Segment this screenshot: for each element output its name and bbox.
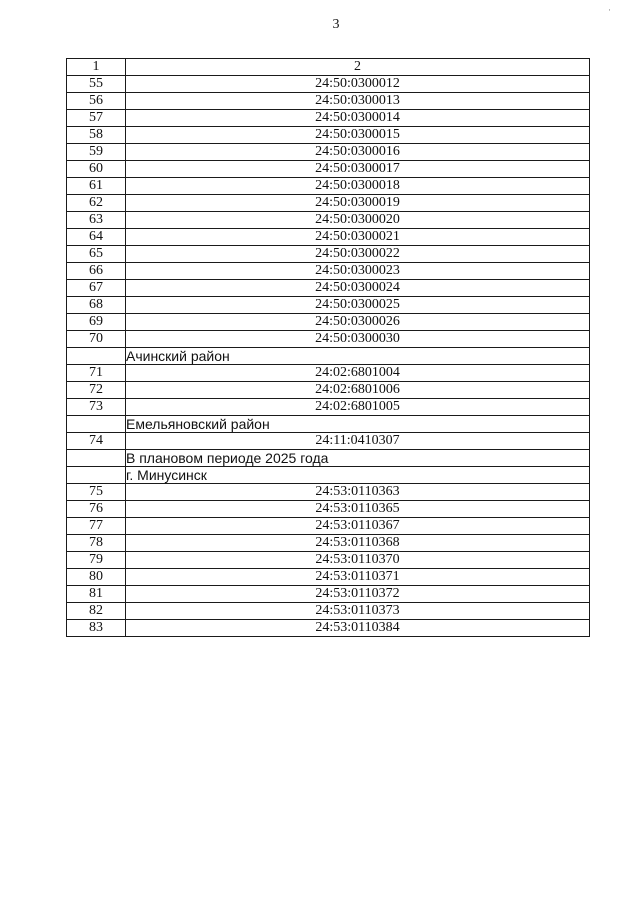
row-number: 57 — [67, 110, 126, 127]
cadastral-code: 24:53:0110384 — [126, 620, 590, 637]
row-number: 62 — [67, 195, 126, 212]
row-number: 81 — [67, 586, 126, 603]
page-number: 3 — [332, 17, 340, 32]
table-row — [67, 297, 590, 314]
section-row — [67, 416, 590, 433]
cadastral-code: 24:50:0300016 — [126, 144, 590, 161]
row-number: 75 — [67, 484, 126, 501]
section-number-cell — [67, 416, 126, 433]
row-number: 55 — [67, 76, 126, 93]
row-number: 74 — [67, 433, 126, 450]
cadastral-code: 24:53:0110363 — [126, 484, 590, 501]
row-number: 80 — [67, 569, 126, 586]
cadastral-code: 24:53:0110370 — [126, 552, 590, 569]
row-number: 65 — [67, 246, 126, 263]
section-label: Ачинский район — [126, 348, 590, 365]
cadastral-code: 24:50:0300024 — [126, 280, 590, 297]
table-row — [67, 76, 590, 93]
cadastral-code: 24:50:0300021 — [126, 229, 590, 246]
cadastral-code: 24:53:0110371 — [126, 569, 590, 586]
table-row — [67, 93, 590, 110]
column-header-number: 1 — [67, 59, 126, 76]
table-row — [67, 195, 590, 212]
cadastral-code: 24:02:6801004 — [126, 365, 590, 382]
row-number: 83 — [67, 620, 126, 637]
section-label: В плановом периоде 2025 года — [126, 450, 590, 467]
cadastral-code: 24:02:6801005 — [126, 399, 590, 416]
row-number: 63 — [67, 212, 126, 229]
table-row — [67, 127, 590, 144]
row-number: 68 — [67, 297, 126, 314]
table-row — [67, 433, 590, 450]
cadastral-code: 24:50:0300022 — [126, 246, 590, 263]
cadastral-code: 24:53:0110372 — [126, 586, 590, 603]
table-row — [67, 314, 590, 331]
cadastral-code: 24:53:0110368 — [126, 535, 590, 552]
section-number-cell — [67, 348, 126, 365]
table-row — [67, 263, 590, 280]
cadastral-code: 24:50:0300015 — [126, 127, 590, 144]
table-row — [67, 552, 590, 569]
cadastral-code: 24:50:0300020 — [126, 212, 590, 229]
table-row — [67, 399, 590, 416]
row-number: 67 — [67, 280, 126, 297]
row-number: 73 — [67, 399, 126, 416]
cadastral-code: 24:53:0110365 — [126, 501, 590, 518]
cadastral-code: 24:50:0300025 — [126, 297, 590, 314]
cadastral-code: 24:53:0110367 — [126, 518, 590, 535]
cadastral-code: 24:50:0300023 — [126, 263, 590, 280]
section-row — [67, 450, 590, 467]
table-header-row — [67, 59, 590, 76]
cadastral-code: 24:50:0300017 — [126, 161, 590, 178]
table-row — [67, 586, 590, 603]
cadastral-code: 24:50:0300026 — [126, 314, 590, 331]
row-number: 64 — [67, 229, 126, 246]
cadastral-table — [66, 58, 590, 637]
row-number: 76 — [67, 501, 126, 518]
row-number: 77 — [67, 518, 126, 535]
column-header-code: 2 — [126, 59, 590, 76]
table-body — [67, 59, 590, 637]
cadastral-code: 24:02:6801006 — [126, 382, 590, 399]
section-label: г. Минусинск — [126, 467, 590, 484]
table-row — [67, 535, 590, 552]
row-number: 70 — [67, 331, 126, 348]
cadastral-code: 24:50:0300019 — [126, 195, 590, 212]
section-number-cell — [67, 467, 126, 484]
table-row — [67, 365, 590, 382]
table-row — [67, 212, 590, 229]
cadastral-code: 24:50:0300030 — [126, 331, 590, 348]
row-number: 79 — [67, 552, 126, 569]
table-row — [67, 484, 590, 501]
row-number: 82 — [67, 603, 126, 620]
table-row — [67, 144, 590, 161]
cadastral-code: 24:50:0300012 — [126, 76, 590, 93]
row-number: 66 — [67, 263, 126, 280]
section-row — [67, 348, 590, 365]
row-number: 59 — [67, 144, 126, 161]
row-number: 61 — [67, 178, 126, 195]
table-row — [67, 161, 590, 178]
corner-mark: · — [608, 5, 611, 15]
row-number: 56 — [67, 93, 126, 110]
table-row — [67, 518, 590, 535]
section-label: Емельяновский район — [126, 416, 590, 433]
table-row — [67, 382, 590, 399]
row-number: 72 — [67, 382, 126, 399]
table-row — [67, 331, 590, 348]
table-row — [67, 229, 590, 246]
row-number: 60 — [67, 161, 126, 178]
row-number: 78 — [67, 535, 126, 552]
cadastral-code: 24:50:0300013 — [126, 93, 590, 110]
table-row — [67, 603, 590, 620]
table-row — [67, 620, 590, 637]
cadastral-code: 24:50:0300018 — [126, 178, 590, 195]
table-row — [67, 246, 590, 263]
row-number: 71 — [67, 365, 126, 382]
row-number: 58 — [67, 127, 126, 144]
table-row — [67, 178, 590, 195]
row-number: 69 — [67, 314, 126, 331]
cadastral-code: 24:53:0110373 — [126, 603, 590, 620]
cadastral-code: 24:50:0300014 — [126, 110, 590, 127]
section-row — [67, 467, 590, 484]
cadastral-code: 24:11:0410307 — [126, 433, 590, 450]
section-number-cell — [67, 450, 126, 467]
table-row — [67, 110, 590, 127]
table-row — [67, 501, 590, 518]
table-row — [67, 280, 590, 297]
table-row — [67, 569, 590, 586]
